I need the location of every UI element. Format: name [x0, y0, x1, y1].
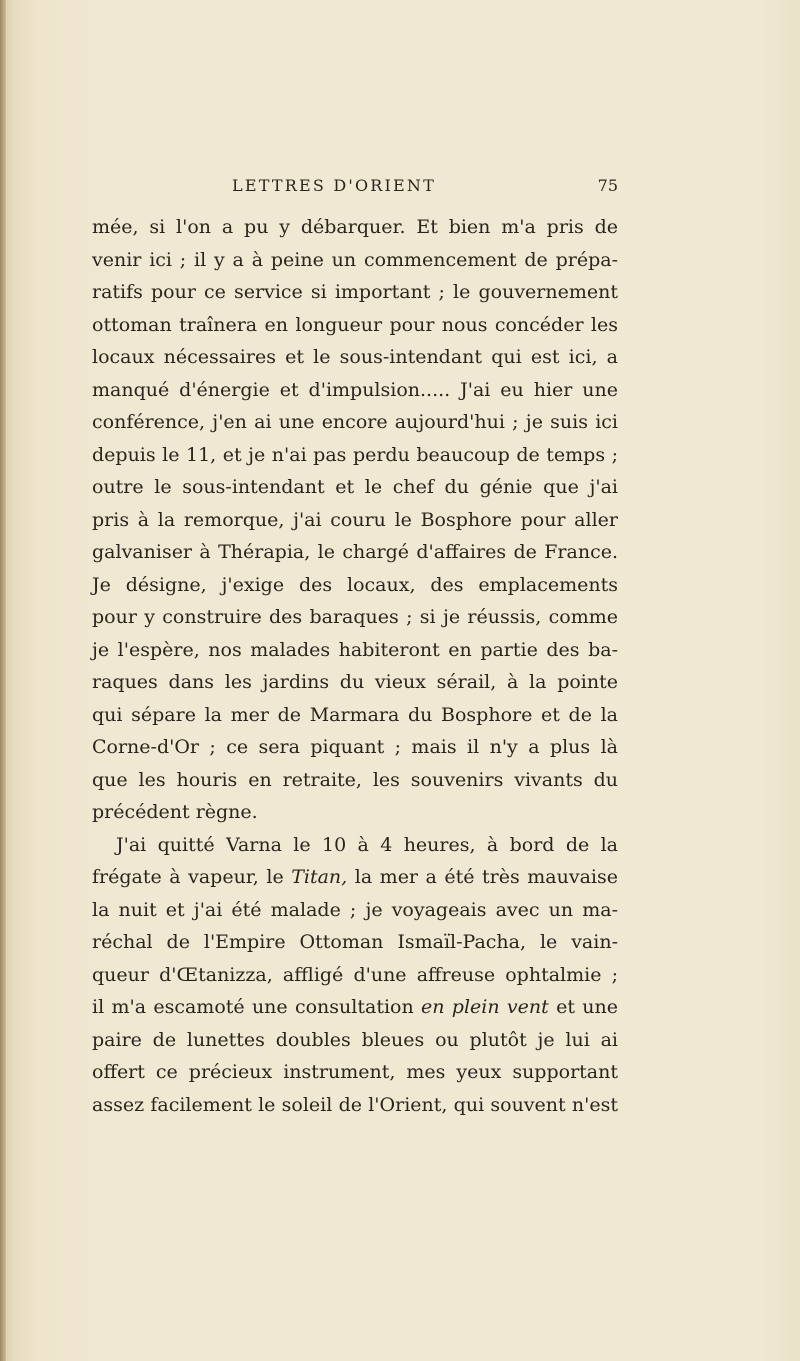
binding-edge: [0, 0, 6, 1361]
text-segment: et une: [548, 996, 618, 1018]
text-line: depuis le 11, et je n'ai pas perdu beaucoup de temps ;: [92, 443, 618, 466]
text-line: manqué d'énergie et d'impulsion..... J'ai eu hier une: [92, 378, 618, 401]
text-line: précédent règne.: [92, 801, 258, 823]
text-line: outre le sous-intendant et le chef du génie que j'ai: [92, 476, 618, 498]
text-line: que les houris en retraite, les souvenirs vivants du: [92, 768, 618, 791]
text-line: galvaniser à Thérapia, le chargé d'affaires de France.: [92, 541, 618, 563]
text-line: locaux nécessaires et le sous-intendant qui est ici, a: [92, 346, 618, 368]
italic-phrase: en plein vent: [421, 996, 549, 1018]
text-line: la nuit et j'ai été malade ; je voyageais avec un ma-: [92, 898, 618, 921]
text-line: offert ce précieux instrument, mes yeux supportant: [92, 1061, 618, 1083]
body-text: [92, 211, 618, 1121]
text-line: pour y construire des baraques ; si je réussis, comme: [92, 606, 618, 628]
text-line: venir ici ; il y a à peine un commencement de prépa-: [92, 248, 618, 271]
text-line-with-italic: [92, 991, 618, 1024]
text-segment: il m'a escamoté une consultation: [92, 996, 422, 1018]
text-segment: frégate à vapeur, le: [92, 866, 292, 888]
text-line: réchal de l'Empire Ottoman Ismaïl-Pacha, le vain-: [92, 931, 618, 953]
paragraph-start-line: J'ai quitté Varna le 10 à 4 heures, à bord de la: [116, 833, 618, 856]
text-line: pris à la remorque, j'ai couru le Bosphore pour aller: [92, 508, 618, 531]
text-line: ottoman traînera en longueur pour nous concéder les: [92, 313, 618, 336]
text-line: ratifs pour ce service si important ; le gouvernement: [92, 281, 618, 303]
page-number: 75: [597, 176, 618, 195]
text-line: Corne-d'Or ; ce sera piquant ; mais il n'y a plus là: [92, 736, 618, 758]
text-line: qui sépare la mer de Marmara du Bosphore et de la: [92, 703, 618, 726]
text-line: assez facilement le soleil de l'Orient, qui souvent n'est: [92, 1093, 618, 1116]
text-line: Je désigne, j'exige des locaux, des emplacements: [92, 573, 618, 596]
text-line-with-italic: [92, 861, 618, 894]
text-line: je l'espère, nos malades habiteront en partie des ba-: [92, 638, 618, 661]
text-line: raques dans les jardins du vieux sérail, à la pointe: [92, 671, 618, 693]
italic-ship-name: Titan,: [291, 866, 348, 888]
text-segment: la mer a été très mauvaise: [347, 866, 618, 888]
text-line: mée, si l'on a pu y débarquer. Et bien m'a pris de: [92, 216, 618, 238]
text-line: conférence, j'en ai une encore aujourd'hui ; je suis ici: [92, 411, 618, 433]
running-head: [92, 176, 618, 202]
text-line: paire de lunettes doubles bleues ou plutôt je lui ai: [92, 1028, 618, 1051]
text-line: queur d'Œtanizza, affligé d'une affreuse ophtalmie ;: [92, 963, 618, 986]
running-head-title: LETTRES D'ORIENT: [232, 176, 436, 195]
